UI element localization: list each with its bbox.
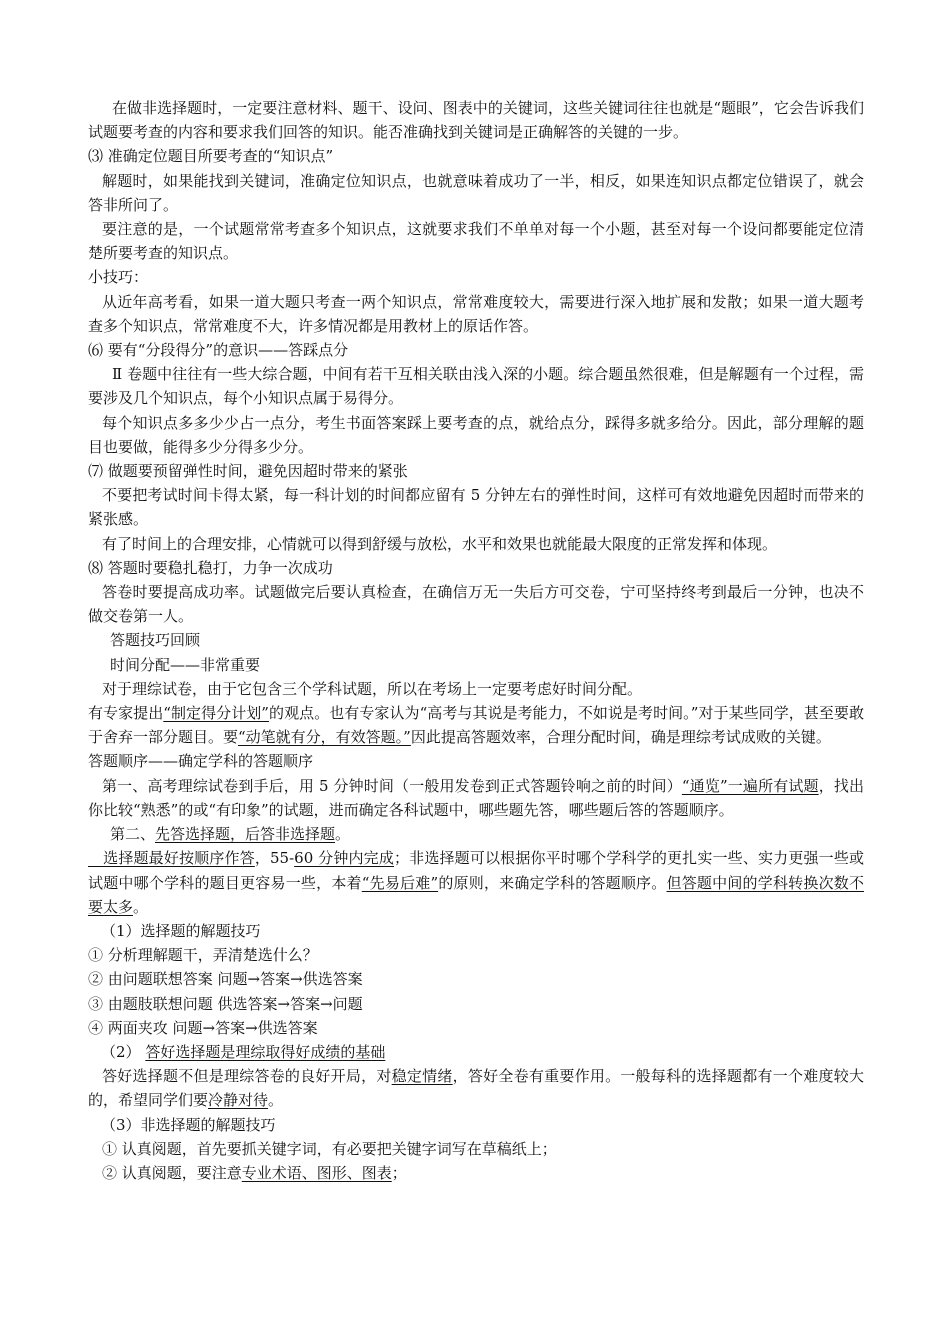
underlined-text: 但答题中间的学科转换次数不要太多: [88, 873, 864, 916]
text-run: ② 认真阅题，要注意: [102, 1163, 242, 1182]
text-run: ，55-: [254, 849, 295, 868]
text-run: 。: [268, 1091, 284, 1110]
text-run: 第一、高考理综试卷到手后，用 5 分钟时间（一般用发卷到正式答题铃响之前的时间）: [102, 776, 682, 795]
text-run: 的原则，来确定学科的答题顺序。: [438, 873, 667, 892]
text-run: 要注意的是，一个试题常常考查多个知识点，这就要求我们不单单对每一个小题，甚至对每一个设问都要能定位清楚所要考查的知识点。: [88, 220, 864, 263]
text-run: 每个知识点多多少少占一点分，考生书面答案踩上要考查的点，就给点分，踩得多就多给分。因此，部分理解的题目也要做，能得多少分得多少分。: [88, 413, 864, 456]
text-run: 对于理综试卷，由于它包含三个学科试题，所以在考场上一定要考虑好时间分配。: [102, 679, 643, 698]
text-run: 因此提高答题效率，合理分配时间，确是理综考试成败的关键。: [410, 728, 831, 747]
underlined-text: “制定得分计划”: [163, 704, 269, 723]
text-run: 答题顺序——确定学科的答题顺序: [88, 752, 314, 771]
underlined-text: 60 分钟内完成: [294, 849, 395, 868]
paragraph: [88, 1016, 864, 1040]
text-run: 第二、: [110, 825, 156, 844]
text-run: 小技巧：: [88, 268, 149, 287]
paragraph: [88, 653, 864, 677]
text-run: ② 由问题联想答案 问题→答案→供选答案: [88, 970, 363, 989]
text-run: 从近年高考看，如果一道大题只考查一两个知识点，常常难度较大，需要进行深入地扩展和发散；如果一道大题考查多个知识点，常常难度不大，许多情况都是用教材上的原话作答。: [88, 292, 864, 335]
text-run: 解题时，如果能找到关键词，准确定位知识点，也就意味着成功了一半，相反，如果连知识点都定位错误了，就会答非所问了。: [88, 171, 864, 214]
underlined-text: 稳定情绪: [391, 1067, 453, 1086]
text-run: 时间分配——非常重要: [110, 655, 261, 674]
paragraph: [88, 169, 864, 217]
text-run: ③ 由题肢联想问题 供选答案→答案→问题: [88, 994, 363, 1013]
paragraph: [88, 1161, 864, 1185]
paragraph: [88, 749, 864, 773]
text-run: ⑺ 做题要预留弹性时间，避免因超时带来的紧张: [88, 462, 408, 481]
text-run: 的观点。也有专家认为“高考与其说是考能力，不如说是考时间。”对于某些同学，甚至要敢于舍弃一部分题目。要: [88, 704, 864, 747]
paragraph: [88, 1040, 864, 1064]
text-run: 。: [335, 825, 351, 844]
paragraph: [88, 628, 864, 652]
text-run: ⑹ 要有“分段得分”的意识——答踩点分: [88, 341, 349, 360]
text-run: ⑻ 答题时要稳扎稳打，力争一次成功: [88, 558, 333, 577]
underlined-text: 答好选择题是理综取得好成绩的基础: [145, 1042, 386, 1061]
paragraph: [88, 459, 864, 483]
paragraph: [88, 992, 864, 1016]
paragraph: [88, 532, 864, 556]
text-run: 有了时间上的合理安排，心情就可以得到舒缓与放松，水平和效果也就能最大限度的正常发挥和体现。: [102, 534, 778, 553]
underlined-text: 先答选择题，后答非选择题: [155, 825, 336, 844]
paragraph: [88, 822, 864, 846]
text-run: 在做非选择题时，一定要注意材料、题干、设问、图表中的关键词，这些关键词往往也就是“题眼”，它会告诉我们试题要考查的内容和要求我们回答的知识。能否准确找到关键词是正确解答的关键的一步。: [88, 99, 864, 142]
text-run: ① 分析理解题干，弄清楚选什么？: [88, 946, 318, 965]
text-run: （1）选择题的解题技巧: [101, 921, 261, 940]
paragraph: [88, 265, 864, 289]
paragraph: [88, 556, 864, 580]
paragraph: [88, 144, 864, 168]
text-run: ⑶ 准确定位题目所要考查的“知识点”: [88, 147, 334, 166]
paragraph: [88, 919, 864, 943]
text-run: （2）: [101, 1042, 146, 1061]
paragraph: [88, 943, 864, 967]
paragraph: [88, 1113, 864, 1137]
paragraph: [88, 411, 864, 459]
underlined-text: 选择题最好按顺序作答: [88, 849, 255, 868]
text-run: （3）非选择题的解题技巧: [101, 1115, 276, 1134]
underlined-text: 冷静对待: [208, 1091, 269, 1110]
text-run: ① 认真阅题，首先要抓关键字词，有必要把关键字词写在草稿纸上；: [102, 1139, 557, 1158]
paragraph: [88, 1137, 864, 1161]
text-run: 有专家提出: [88, 704, 164, 723]
text-run: 。: [133, 897, 149, 916]
text-run: 不要把考试时间卡得太紧，每一科计划的时间都应留有 5 分钟左右的弹性时间，这样可有效地避免因超时而带来的紧张感。: [88, 486, 864, 529]
text-run: ；: [391, 1163, 407, 1182]
text-run: Ⅱ 卷题中往往有一些大综合题，中间有若干互相关联由浅入深的小题。综合题虽然很难，但是解题有一个过程，需要涉及几个知识点，每个小知识点属于易得分。: [88, 365, 864, 408]
text-run: 答卷时要提高成功率。试题做完后要认真检查，在确信万无一失后方可交卷，宁可坚持终考到最后一分钟，也决不做交卷第一人。: [88, 583, 864, 626]
underlined-text: “动笔就有分，有效答题。”: [238, 728, 411, 747]
text-run: ，答好全卷有重要作用。一般每科的选择题都有一个难度较大的，希望同学们要: [88, 1067, 864, 1110]
text-run: ；非选择题可以根据你平时哪个学科学的更扎实一些、实力更强一些或试题中哪个学科的题目更容易一些，本着: [88, 849, 864, 892]
paragraph: [88, 290, 864, 338]
paragraph: [88, 580, 864, 628]
text-run: 答好选择题不但是理综答卷的良好开局，对: [102, 1067, 392, 1086]
text-run: ，找出你比较“熟悉”的或“有印象”的试题，进而确定各科试题中，哪些题先答，哪些题后答的答题顺序。: [88, 776, 864, 819]
paragraph: [88, 338, 864, 362]
paragraph: [88, 96, 864, 144]
paragraph: [88, 1064, 864, 1112]
underlined-text: “通览”一遍所有试题: [681, 776, 819, 795]
paragraph: [88, 677, 864, 701]
underlined-text: 专业术语、图形、图表: [241, 1163, 392, 1182]
paragraph: [88, 967, 864, 991]
paragraph: [88, 217, 864, 265]
paragraph: [88, 774, 864, 822]
paragraph: [88, 846, 864, 919]
text-run: ④ 两面夹攻 问题→答案→供选答案: [88, 1018, 318, 1037]
text-run: 答题技巧回顾: [110, 631, 201, 650]
document-body: [88, 96, 864, 1185]
underlined-text: “先易后难”: [361, 873, 439, 892]
paragraph: [88, 483, 864, 531]
paragraph: [88, 362, 864, 410]
paragraph: [88, 701, 864, 749]
